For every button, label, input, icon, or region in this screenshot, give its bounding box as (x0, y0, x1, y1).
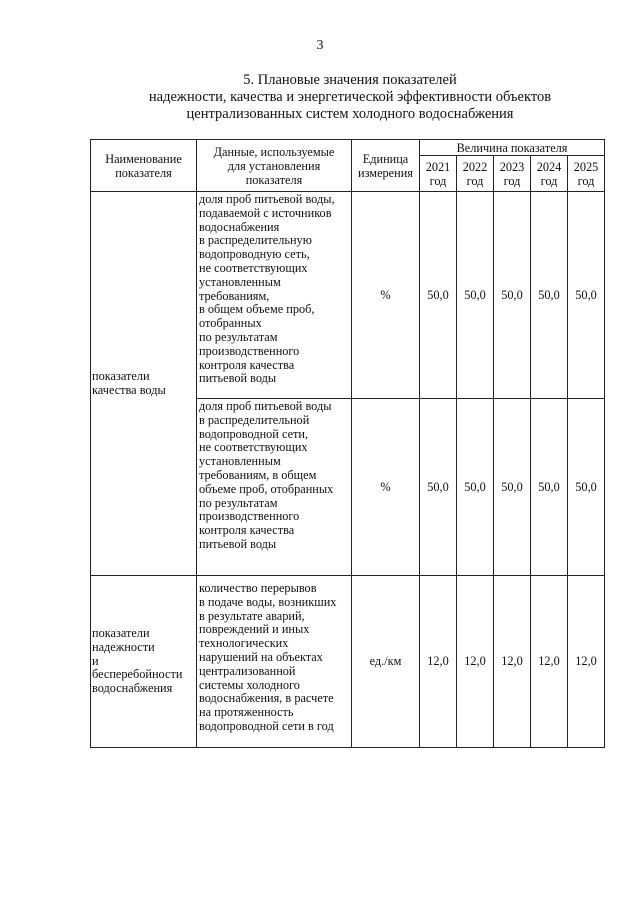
desc-line: технологических (199, 637, 289, 651)
value-2021: 12,0 (420, 576, 457, 748)
value-2021: 50,0 (420, 192, 457, 399)
header-indicator-name (91, 140, 197, 192)
year-number: 2023 (499, 159, 525, 174)
desc-line: производственного (199, 510, 300, 524)
title-line: надежности, качества и энергетической эффективности объектов (148, 89, 552, 105)
header-year-2024 (531, 156, 568, 192)
value-2023: 50,0 (494, 399, 531, 576)
header-data-used (197, 140, 352, 192)
header-line: показателя (115, 165, 172, 180)
value-2025: 12,0 (568, 576, 605, 748)
desc-line: по результатам (199, 330, 278, 344)
desc-line: в распределительную (199, 234, 312, 248)
year-number: 2025 (573, 159, 599, 174)
name-line: надежности (92, 639, 155, 654)
unit-cell: % (352, 399, 420, 576)
desc-line: водоснабжения (199, 220, 280, 234)
indicators-table (90, 139, 605, 748)
indicator-name-water-quality (91, 192, 197, 576)
header-year-2021 (420, 156, 457, 192)
value-2023: 12,0 (494, 576, 531, 748)
value-2024: 12,0 (531, 576, 568, 748)
desc-line: централизованной (199, 664, 296, 678)
desc-line: не соответствующих (199, 261, 308, 275)
year-word: год (503, 173, 521, 188)
header-year-2023 (494, 156, 531, 192)
unit-cell: ед./км (352, 576, 420, 748)
desc-line: контроля качества (199, 358, 295, 372)
indicator-description (197, 576, 352, 748)
header-line: для установления (227, 158, 321, 173)
desc-line: установленным (199, 455, 281, 469)
desc-line: повреждений и иных (199, 623, 310, 637)
header-line: Наименование (105, 151, 182, 166)
value-2025: 50,0 (568, 192, 605, 399)
desc-line: объеме проб, отобранных (199, 482, 334, 496)
name-line: водоснабжения (92, 681, 173, 696)
desc-line: установленным (199, 275, 281, 289)
year-number: 2022 (462, 159, 488, 174)
desc-line: водопроводной сети, (199, 427, 309, 441)
title-line: централизованных систем холодного водоснабжения (186, 106, 514, 122)
value-2023: 50,0 (494, 192, 531, 399)
desc-line: системы холодного (199, 678, 300, 692)
desc-line: количество перерывов (199, 582, 317, 595)
desc-line: подаваемой с источников (199, 206, 332, 220)
value-2024: 50,0 (531, 192, 568, 399)
unit-cell: % (352, 192, 420, 399)
name-line: показатели (92, 626, 150, 640)
indicator-name-reliability (91, 576, 197, 748)
desc-line: контроля качества (199, 524, 295, 538)
header-line: Данные, используемые (213, 144, 335, 159)
document-title (90, 72, 610, 123)
desc-line: нарушений на объектах (199, 650, 323, 664)
value-2022: 12,0 (457, 576, 494, 748)
year-number: 2021 (425, 159, 451, 174)
year-word: год (466, 173, 484, 188)
header-line: показателя (245, 172, 303, 187)
desc-line: не соответствующих (199, 441, 308, 455)
year-word: год (429, 173, 447, 188)
year-word: год (577, 173, 595, 188)
header-line: измерения (358, 165, 413, 180)
header-year-2022 (457, 156, 494, 192)
table-row (91, 192, 605, 399)
header-value-group: Величина показателя (420, 140, 605, 156)
name-line: и (92, 653, 99, 668)
desc-line: производственного (199, 344, 300, 358)
desc-line: требованиям, в общем (199, 468, 317, 482)
desc-line: на протяженность (199, 706, 294, 720)
indicator-description (197, 192, 352, 399)
desc-line: доля проб питьевой воды (199, 400, 332, 413)
value-2022: 50,0 (457, 399, 494, 576)
value-2025: 50,0 (568, 399, 605, 576)
indicator-description (197, 399, 352, 576)
name-line: показатели (92, 368, 150, 383)
desc-line: водопроводную сеть, (199, 248, 310, 262)
name-line: качества воды (92, 382, 166, 397)
desc-line: по результатам (199, 496, 278, 510)
desc-line: в общем объеме проб, (199, 303, 315, 317)
year-number: 2024 (536, 159, 562, 174)
desc-line: в подаче воды, возникших (199, 595, 337, 609)
desc-line: питьевой воды (199, 372, 277, 386)
value-2024: 50,0 (531, 399, 568, 576)
name-line: бесперебойности (92, 667, 183, 682)
desc-line: питьевой воды (199, 537, 277, 551)
desc-line: доля проб питьевой воды, (199, 193, 335, 206)
desc-line: в результате аварий, (199, 609, 305, 623)
header-line: Единица (362, 151, 409, 166)
desc-line: водопроводной сети в год (199, 719, 334, 733)
header-year-2025 (568, 156, 605, 192)
year-word: год (540, 173, 558, 188)
desc-line: в распределительной (199, 413, 310, 427)
header-unit (352, 140, 420, 192)
desc-line: требованиям, (199, 289, 270, 303)
title-line: 5. Плановые значения показателей (243, 72, 457, 88)
desc-line: водоснабжения, в расчете (199, 692, 334, 706)
value-2021: 50,0 (420, 399, 457, 576)
value-2022: 50,0 (457, 192, 494, 399)
desc-line: отобранных (199, 317, 262, 331)
table-row (91, 576, 605, 748)
page-number: 3 (316, 38, 324, 53)
